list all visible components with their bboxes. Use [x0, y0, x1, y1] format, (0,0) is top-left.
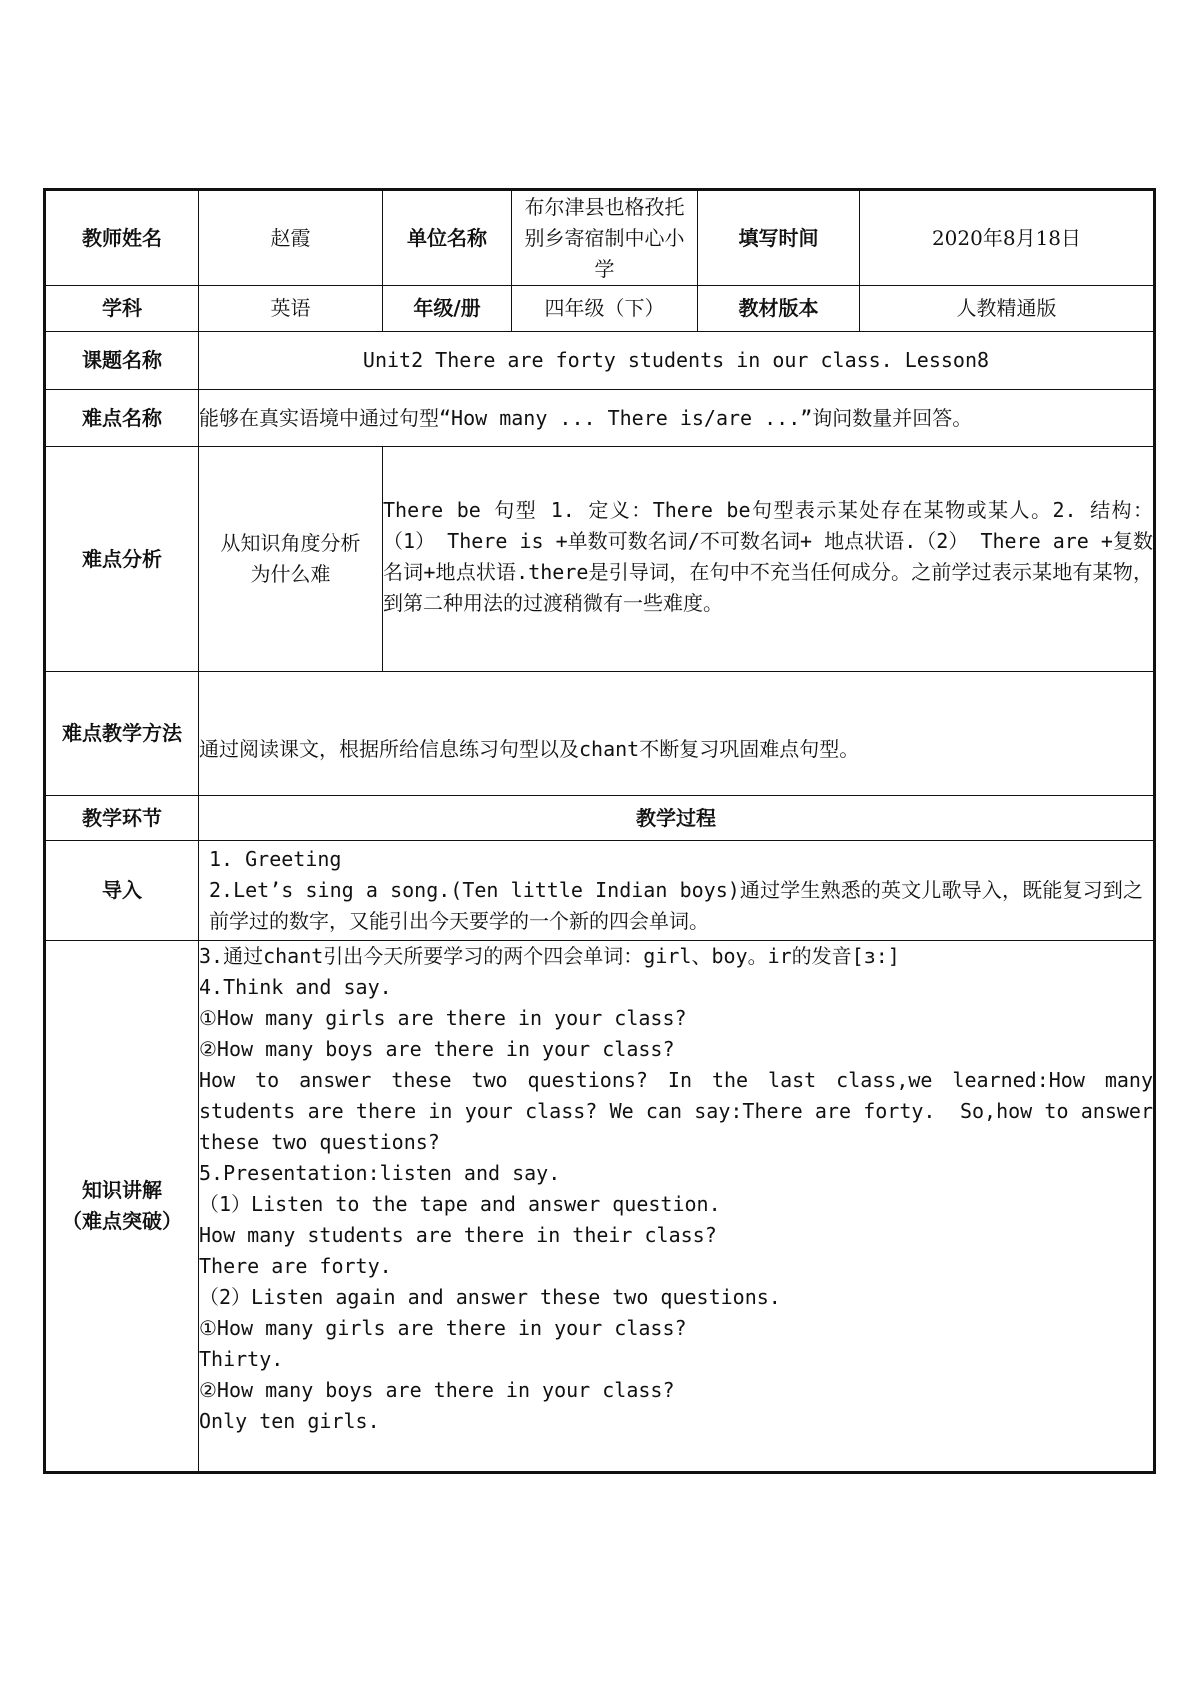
difficulty-label: 难点名称	[45, 390, 199, 447]
grade-value: 四年级（下）	[512, 286, 698, 332]
header-row-2	[45, 286, 1155, 332]
grade-label: 年级/册	[383, 286, 512, 332]
knowledge-line: （1）Listen to the tape and answer question.	[199, 1192, 721, 1216]
unit-name-label: 单位名称	[383, 190, 512, 286]
knowledge-line: There are forty.	[199, 1254, 392, 1278]
edition-label: 教材版本	[698, 286, 860, 332]
difficulty-row	[45, 390, 1155, 447]
subject-label: 学科	[45, 286, 199, 332]
knowledge-line: ②How many boys are there in your class?	[199, 1037, 675, 1061]
intro-line-2: 2.Let’s sing a song.(Ten little Indian boys)通过学生熟悉的英文儿歌导入，既能复习到之前学过的数字，又能引出今天要学的一个新的四会单词。	[209, 878, 1143, 933]
analysis-label: 难点分析	[45, 447, 199, 672]
knowledge-line: （2）Listen again and answer these two questions.	[199, 1285, 781, 1309]
unit-name-value: 布尔津县也格孜托别乡寄宿制中心小学	[512, 190, 698, 286]
edition-value: 人教精通版	[860, 286, 1155, 332]
date-label: 填写时间	[698, 190, 860, 286]
step-label: 教学环节	[45, 796, 199, 841]
topic-value: Unit2 There are forty students in our class. Lesson8	[199, 332, 1155, 390]
topic-row	[45, 332, 1155, 390]
knowledge-line: How many students are there in their class?	[199, 1223, 717, 1247]
analysis-row	[45, 447, 1155, 672]
knowledge-line: 5.Presentation:listen and say.	[199, 1161, 561, 1185]
intro-label: 导入	[45, 841, 199, 941]
method-row	[45, 672, 1155, 796]
analysis-sublabel-line1: 从知识角度分析	[220, 531, 361, 555]
intro-text	[199, 841, 1155, 941]
knowledge-text	[199, 941, 1166, 1473]
process-label: 教学过程	[199, 796, 1155, 841]
knowledge-line: ①How many girls are there in your class?	[199, 1316, 687, 1340]
knowledge-label-line2: （难点突破）	[62, 1209, 182, 1233]
process-header-row	[45, 796, 1155, 841]
knowledge-row	[45, 941, 1155, 1473]
analysis-sublabel-line2: 为什么难	[250, 562, 331, 586]
knowledge-line: ①How many girls are there in your class?	[199, 1006, 687, 1030]
knowledge-line: 3.通过chant引出今天所要学习的两个四会单词：girl、boy。ir的发音[ɜ:]	[199, 944, 900, 968]
knowledge-line: 4.Think and say.	[199, 975, 392, 999]
analysis-text: There be 句型 1. 定义：There be句型表示某处存在某物或某人。2. 结构：（1） There is +单数可数名词/不可数名词+ 地点状语.（2） There are +复数名词+地点状语.there是引导词，在句中不充当任何成分。之前学过表示某地有某物，到第二种用法的过渡稍微有一些难度。	[383, 447, 1155, 672]
knowledge-label	[45, 941, 199, 1473]
subject-value: 英语	[199, 286, 383, 332]
lesson-plan-table	[43, 188, 1166, 1474]
knowledge-line: How to answer these two questions? In the last class,we learned:How many students are there in your class? We can say:There are forty. So,how to answer these two questions?	[199, 1068, 1166, 1154]
difficulty-value: 能够在真实语境中通过句型“How many ... There is/are ...”询问数量并回答。	[199, 390, 1155, 447]
intro-line-1: 1. Greeting	[209, 847, 342, 871]
intro-row	[45, 841, 1155, 941]
method-text: 通过阅读课文，根据所给信息练习句型以及chant不断复习巩固难点句型。	[199, 672, 1155, 796]
topic-label: 课题名称	[45, 332, 199, 390]
knowledge-label-line1: 知识讲解	[82, 1178, 162, 1202]
header-row-1	[45, 190, 1155, 286]
date-value: 2020年8月18日	[860, 190, 1155, 286]
knowledge-line: Only ten girls.	[199, 1409, 380, 1433]
knowledge-line: Thirty.	[199, 1347, 284, 1371]
teacher-name-value: 赵霞	[199, 190, 383, 286]
method-label: 难点教学方法	[45, 672, 199, 796]
teacher-name-label: 教师姓名	[45, 190, 199, 286]
knowledge-line: ②How many boys are there in your class?	[199, 1378, 675, 1402]
analysis-sublabel	[199, 447, 383, 672]
